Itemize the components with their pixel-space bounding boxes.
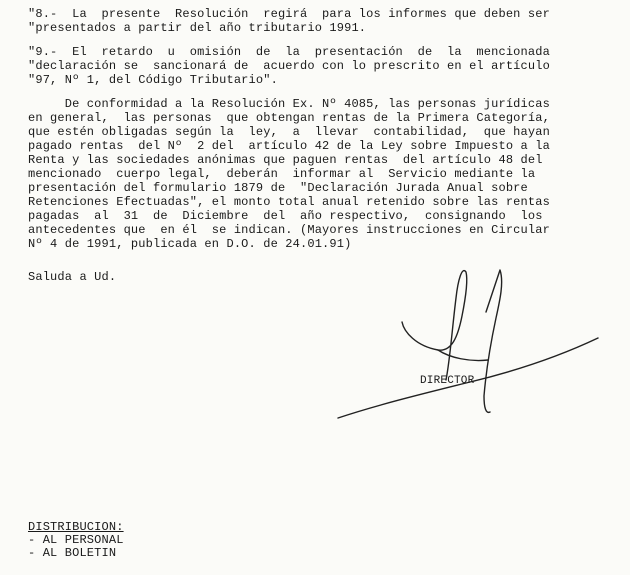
paragraph-8-line-2: "presentados a partir del año tributario 1991. xyxy=(28,21,367,35)
signature-stroke-tail xyxy=(438,350,488,361)
body-line-7: presentación del formulario 1879 de "Declaración Jurada Anual sobre xyxy=(28,181,528,195)
closing-text: Saluda a Ud. xyxy=(28,270,117,284)
body-line-4: pagado rentas del Nº 2 del artículo 42 de la Ley sobre Impuesto a la xyxy=(28,139,550,153)
body-line-8: Retenciones Efectuadas", el monto total anual retenido sobre las rentas xyxy=(28,195,550,209)
body-line-1: De conformidad a la Resolución Ex. Nº 4085, las personas jurídicas xyxy=(28,97,550,111)
distribution-item-boletin: - AL BOLETIN xyxy=(28,546,117,560)
body-line-3: que estén obligadas según la ley, a llevar contabilidad, que hayan xyxy=(28,125,550,139)
body-line-5: Renta y las sociedades anónimas que paguen rentas del artículo 48 del xyxy=(28,153,543,167)
paragraph-8-line-1: "8.- La presente Resolución regirá para los informes que deben ser xyxy=(28,7,550,21)
body-line-6: mencionado cuerpo legal, deberán informar al Servicio mediante la xyxy=(28,167,536,181)
signature-stroke-left-loop xyxy=(402,271,467,380)
body-line-11: Nº 4 de 1991, publicada en D.O. de 24.01.91) xyxy=(28,237,352,251)
paragraph-9-line-1: "9.- El retardo u omisión de la presentación de la mencionada xyxy=(28,45,550,59)
body-line-2: en general, las personas que obtengan rentas de la Primera Categoría, xyxy=(28,111,550,125)
paragraph-9-line-3: "97, Nº 1, del Código Tributario". xyxy=(28,73,278,87)
body-line-9: pagadas al 31 de Diciembre del año respectivo, consignando los xyxy=(28,209,543,223)
signature-stroke-right xyxy=(484,270,502,412)
distribution-item-personal: - AL PERSONAL xyxy=(28,533,124,547)
distribution-title: DISTRIBUCION: xyxy=(28,520,124,534)
body-line-10: antecedentes que en él se indican. (Mayores instrucciones en Circular xyxy=(28,223,550,237)
signature-title: DIRECTOR xyxy=(420,375,475,387)
paragraph-9-line-2: "declaración se sancionará de acuerdo con lo prescrito en el artículo xyxy=(28,59,550,73)
